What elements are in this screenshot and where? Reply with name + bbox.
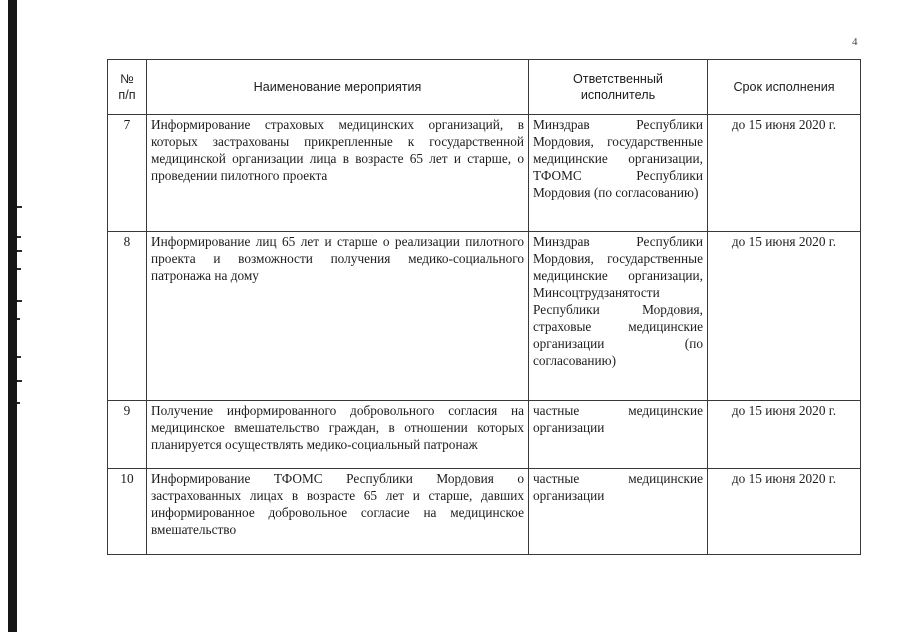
page-number: 4	[852, 36, 858, 48]
responsible-executor: Минздрав Республики Мордовия, государственные медицинские организации, Минсоцтрудзанятости Республики Мордовия, страховые медицинские организации (по согласованию)	[529, 232, 708, 401]
row-number: 9	[108, 401, 147, 469]
deadline: до 15 июня 2020 г.	[708, 401, 861, 469]
header-deadline: Срок исполнения	[708, 60, 861, 115]
activity-name: Информирование страховых медицинских организаций, в которых застрахованы прикрепленные к государственной медицинской организации лица в возрасте 65 лет и старше, о проведении пилотного проекта	[147, 115, 529, 232]
table-row	[108, 401, 861, 469]
header-num: № п/п	[108, 60, 147, 115]
activities-table	[107, 59, 861, 555]
header-responsible: Ответственный исполнитель	[529, 60, 708, 115]
row-number: 8	[108, 232, 147, 401]
table-header-row	[108, 60, 861, 115]
deadline: до 15 июня 2020 г.	[708, 115, 861, 232]
activity-name: Информирование лиц 65 лет и старше о реализации пилотного проекта и возможности получения медико-социального патронажа на дому	[147, 232, 529, 401]
row-number: 7	[108, 115, 147, 232]
scan-binding-edge	[8, 0, 22, 632]
responsible-executor: Минздрав Республики Мордовия, государственные медицинские организации, ТФОМС Республики Мордовия (по согласованию)	[529, 115, 708, 232]
table-row	[108, 469, 861, 555]
table-row	[108, 115, 861, 232]
responsible-executor: частные медицинские организации	[529, 469, 708, 555]
header-activity-name: Наименование мероприятия	[147, 60, 529, 115]
responsible-executor: частные медицинские организации	[529, 401, 708, 469]
deadline: до 15 июня 2020 г.	[708, 232, 861, 401]
activity-name: Получение информированного добровольного согласия на медицинское вмешательство граждан, в отношении которых планируется осуществлять медико-социальный патронаж	[147, 401, 529, 469]
activity-name: Информирование ТФОМС Республики Мордовия о застрахованных лицах в возрасте 65 лет и старше, давших информированное добровольное согласие на медицинское вмешательство	[147, 469, 529, 555]
deadline: до 15 июня 2020 г.	[708, 469, 861, 555]
table-row	[108, 232, 861, 401]
row-number: 10	[108, 469, 147, 555]
